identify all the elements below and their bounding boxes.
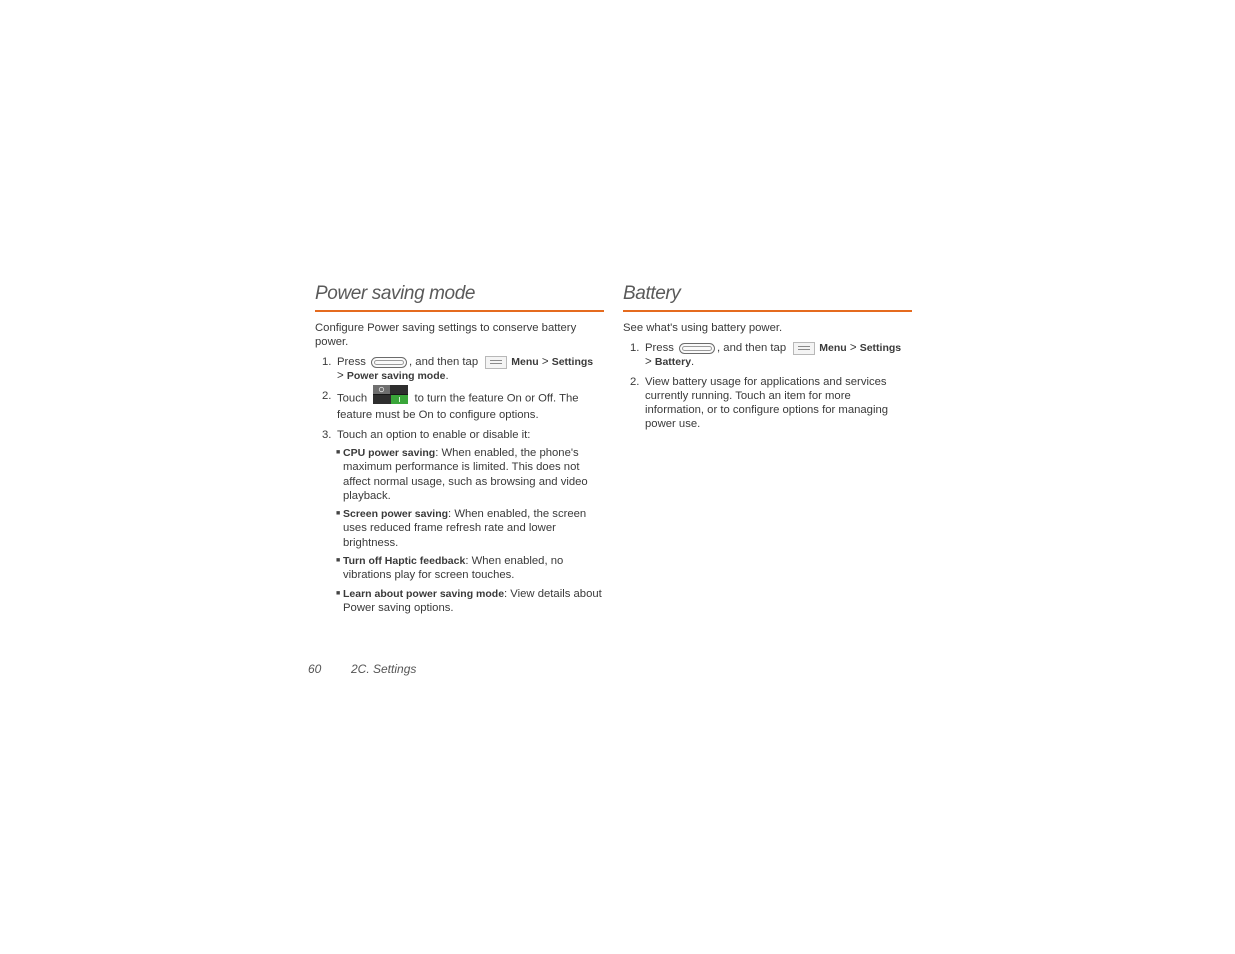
list-item bbox=[315, 389, 604, 422]
bullet-icon: ■ bbox=[336, 589, 341, 597]
option-item-screen-power-saving bbox=[337, 507, 604, 550]
menu-key-icon bbox=[485, 356, 507, 369]
step-text: View battery usage for applications and services currently running. Touch an item for more information, or to configure options for managing power use. bbox=[645, 376, 889, 430]
settings-label: Settings bbox=[551, 356, 594, 368]
option-name: Turn off Haptic feedback bbox=[343, 555, 466, 568]
list-item bbox=[623, 341, 912, 369]
list-item bbox=[315, 355, 604, 383]
option-name: Learn about power saving mode bbox=[343, 587, 505, 600]
option-item-learn-about bbox=[337, 587, 604, 616]
section-heading-battery: Battery bbox=[623, 282, 912, 312]
menu-label: Menu bbox=[511, 356, 539, 368]
chapter-name: 2C. Settings bbox=[351, 662, 417, 676]
option-description: : When enabled, the screen uses reduced frame refresh rate and lower brightness. bbox=[343, 508, 587, 549]
step-number: 1. bbox=[322, 356, 332, 368]
list-item bbox=[623, 375, 912, 431]
steps-list bbox=[623, 341, 912, 431]
step-end: . bbox=[691, 356, 695, 368]
step-text: Touch bbox=[337, 392, 368, 405]
step-text: to turn the feature On or Off. The feature must be On to configure options. bbox=[337, 392, 579, 421]
bullet-icon: ■ bbox=[336, 510, 341, 518]
battery-section bbox=[623, 282, 912, 437]
home-key-icon bbox=[679, 343, 715, 354]
options-list bbox=[337, 446, 604, 615]
battery-label: Battery bbox=[654, 356, 692, 368]
list-item bbox=[315, 428, 604, 615]
page-footer bbox=[308, 662, 416, 676]
step-text: Press bbox=[337, 356, 366, 368]
path-separator: > bbox=[849, 342, 857, 354]
option-description: : View details about Power saving options. bbox=[343, 587, 602, 614]
home-key-icon bbox=[371, 357, 407, 368]
on-off-toggle-icon bbox=[373, 385, 408, 404]
bullet-icon: ■ bbox=[336, 449, 341, 456]
step-number: 2. bbox=[322, 390, 332, 402]
option-description: : When enabled, the phone's maximum performance is limited. This does not affect normal usage, such as browsing and video playback. bbox=[343, 447, 588, 502]
step-end: . bbox=[445, 370, 449, 382]
step-text: , and then tap bbox=[409, 356, 479, 368]
path-separator: > bbox=[337, 370, 344, 382]
path-separator: > bbox=[645, 356, 652, 368]
step-number: 3. bbox=[322, 429, 332, 441]
option-name: CPU power saving bbox=[343, 447, 436, 459]
option-name: Screen power saving bbox=[343, 508, 449, 521]
bullet-icon: ■ bbox=[336, 557, 341, 565]
option-item-cpu-power-saving bbox=[337, 446, 604, 503]
step-text: , and then tap bbox=[717, 342, 787, 354]
power-saving-mode-label: Power saving mode bbox=[346, 370, 446, 382]
option-description: : When enabled, no vibrations play for screen touches. bbox=[343, 555, 564, 582]
page-number: 60 bbox=[308, 662, 322, 676]
step-text: Touch an option to enable or disable it: bbox=[337, 429, 531, 441]
section-intro: See what's using battery power. bbox=[623, 322, 783, 334]
path-separator: > bbox=[541, 356, 549, 368]
step-number: 1. bbox=[630, 342, 640, 354]
menu-label: Menu bbox=[819, 342, 847, 354]
step-text: Press bbox=[645, 342, 674, 354]
steps-list bbox=[315, 355, 604, 615]
step-number: 2. bbox=[630, 376, 640, 388]
option-item-haptic-feedback bbox=[337, 554, 604, 583]
section-intro: Configure Power saving settings to conserve battery power. bbox=[315, 322, 577, 348]
section-heading-power-saving: Power saving mode bbox=[315, 282, 604, 312]
power-saving-mode-section bbox=[315, 282, 604, 621]
menu-key-icon bbox=[793, 342, 815, 355]
settings-label: Settings bbox=[859, 342, 902, 354]
